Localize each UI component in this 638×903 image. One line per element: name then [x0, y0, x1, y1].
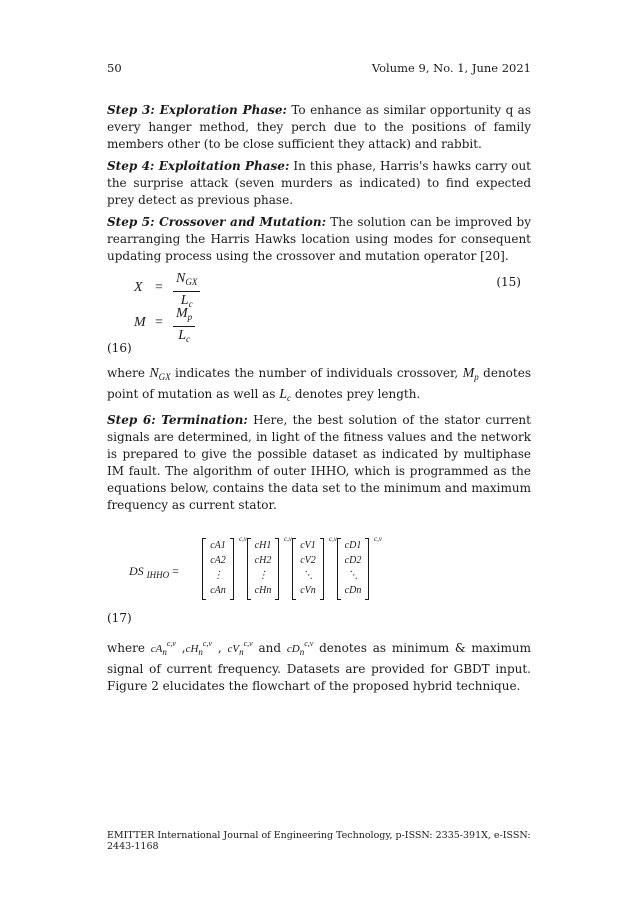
matrix-cv: cV1 cV2 ⋱ cVn c,v	[292, 538, 324, 600]
eq16-equals: =	[155, 315, 163, 330]
eq17-number: (17)	[107, 611, 132, 625]
eq15-denominator: $L_c$	[180, 293, 193, 309]
step5-paragraph	[107, 214, 531, 265]
step6-paragraph	[107, 412, 531, 514]
equation-15	[107, 270, 531, 309]
eq16-number: (16)	[107, 341, 132, 355]
step3-paragraph	[107, 102, 531, 153]
eq15-number: (15)	[496, 275, 521, 289]
step4-paragraph	[107, 158, 531, 209]
matrix-cd: cD1 cD2 ⋱ cDn c,v	[337, 538, 369, 600]
var-ca-n: $cA_n^{c,v}$	[150, 639, 176, 657]
eq15-numerator: $N_{GX}$	[173, 270, 200, 292]
eq16-denominator: $L_c$	[178, 328, 190, 344]
step6-text: Here, the best solution of the stator current signals are determined, in light of the fitness values and the network is prepared to give the possible dataset as indicated by multiphase IM fault. The algorithm of outer IHHO, which is programmed as the equations below, contains the data set to the minimum and maximum frequency as current stator.	[107, 413, 531, 512]
step5-heading: Step 5: Crossover and Mutation:	[107, 215, 327, 229]
eq16-fraction	[155, 305, 195, 348]
where-paragraph-1: where $N_{GX}$ indicates the number of individuals crossover, $M_p$ denotes point of mutation as well as $L_c$ denotes prey length.	[107, 366, 531, 403]
eq15-equals: =	[155, 280, 163, 295]
where-paragraph-2: where $cA_n^{c,v}$ $,cH_n^{c,v}$ , $cV_n^{c,v}$ and $cD_n^{c,v}$ denotes as minimum & maximum signal of current frequency. Datasets are provided for GBDT input. Figure 2 elucidates the flowchart of the proposed hybrid technique.	[107, 639, 531, 693]
journal-volume: Volume 9, No. 1, June 2021	[371, 61, 531, 75]
var-l-c: $L_c$	[279, 387, 292, 403]
var-m-p: $M_p$	[462, 366, 479, 382]
eq16-numerator: $M_p$	[173, 305, 195, 327]
eq16-lhs: M	[134, 315, 146, 330]
page-footer: EMITTER International Journal of Engineering Technology, p-ISSN: 2335-391X, e-ISSN: 2443-1168	[107, 830, 531, 852]
step3-heading: Step 3: Exploration Phase:	[107, 103, 287, 117]
step4-text: In this phase, Harris's hawks carry out the surprise attack (seven murders as indicated) to find expected prey detect as previous phase.	[107, 159, 532, 207]
eq17-lhs: DS $_{IHHO}$ =	[129, 564, 179, 580]
step3-text: To enhance as similar opportunity q as every hanger method, they perch due to the positions of family members other (to be close sufficient they attack) and rabbit.	[107, 103, 531, 151]
matrix-ch: cH1 cH2 ⋮ cHn c,v	[247, 538, 279, 600]
page-body	[107, 102, 531, 700]
var-cv-n: $cV_n^{c,v}$	[227, 639, 253, 657]
equation-16	[107, 305, 531, 344]
var-n-gx: $N_{GX}$	[149, 366, 171, 382]
step6-heading: Step 6: Termination:	[107, 413, 248, 427]
page-number: 50	[107, 61, 122, 75]
matrix-ca: cA1 cA2 ⋮ cAn c,v	[202, 538, 234, 600]
equation-17	[107, 530, 531, 608]
step4-heading: Step 4: Exploitation Phase:	[107, 159, 290, 173]
step5-text: The solution can be improved by rearranging the Harris Hawks location using modes for consequent updating process using the crossover and mutation operator [20].	[107, 215, 531, 263]
eq15-lhs: X	[134, 280, 143, 295]
var-cd-n: $cD_n^{c,v}$	[286, 639, 314, 657]
var-ch-n: $cH_n^{c,v}$	[185, 639, 213, 657]
